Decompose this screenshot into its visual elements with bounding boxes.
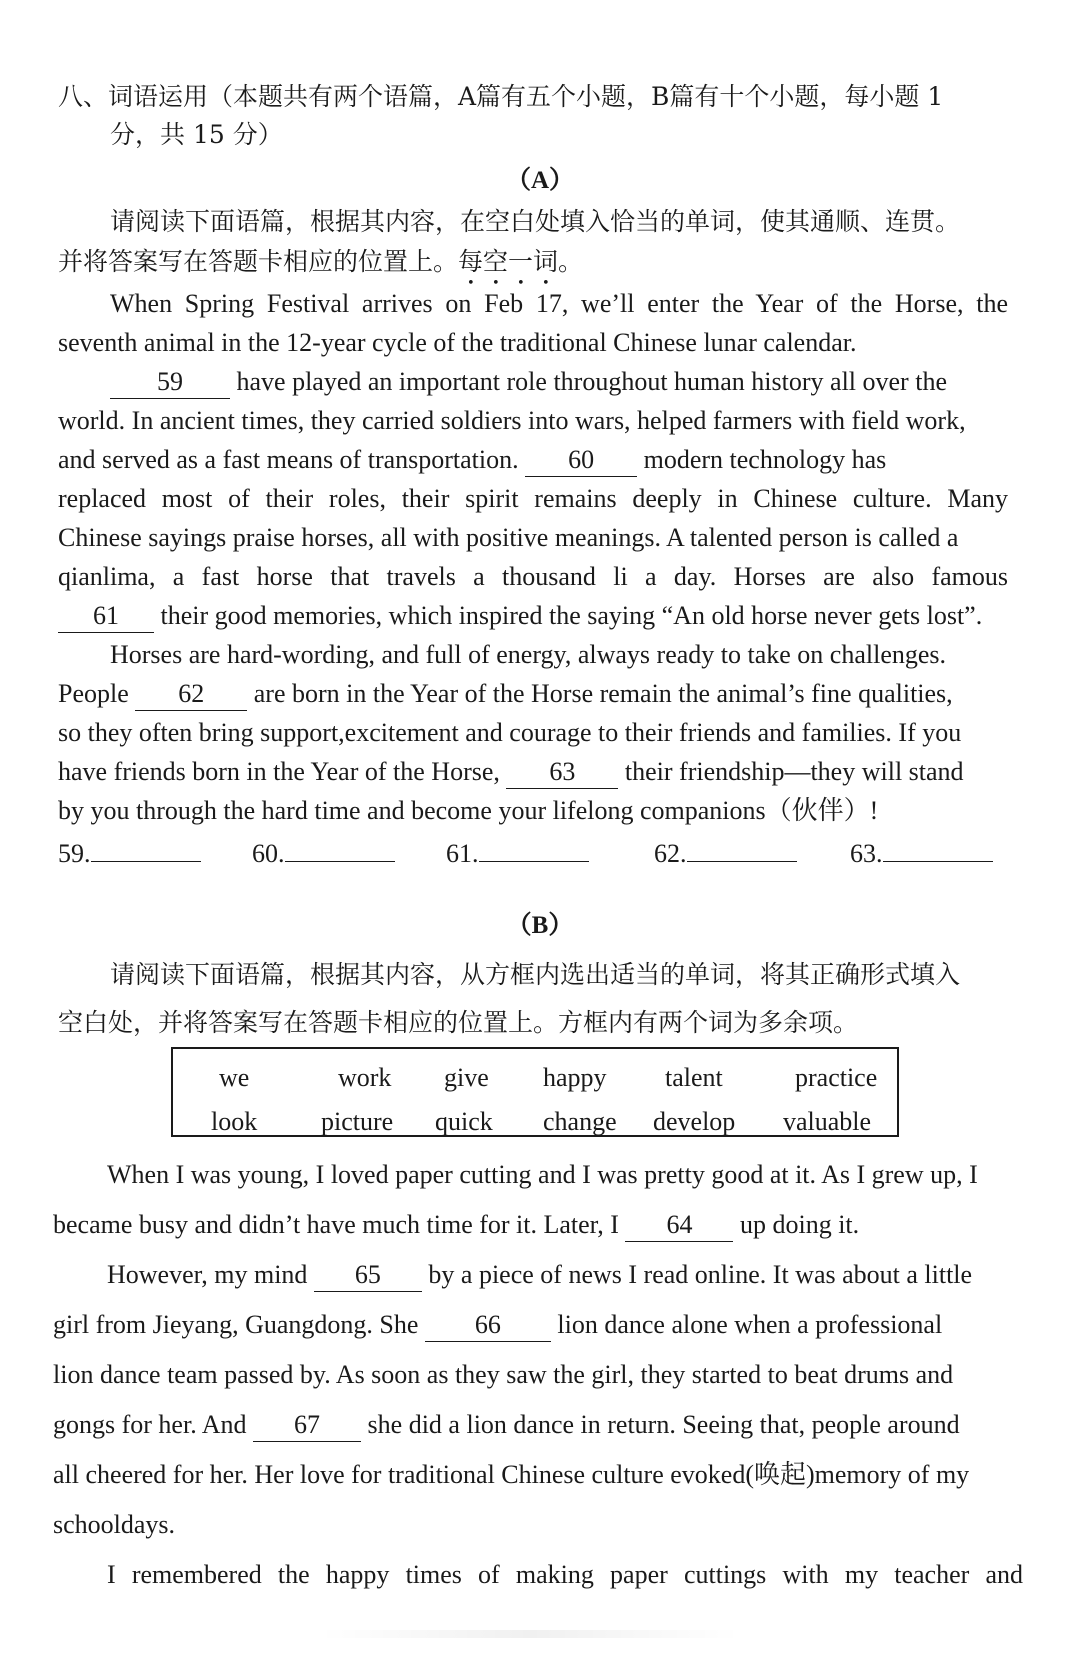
blank-62[interactable]: 62 <box>135 680 247 711</box>
word-option: look <box>211 1107 258 1136</box>
passage-a-line: by you through the hard time and become your lifelong companions（伙伴）! <box>58 796 879 825</box>
passage-text: their friendship—they will stand <box>618 757 964 786</box>
passage-a-line: qianlima, a fast horse that travels a thousand li a day. Horses are also famous <box>58 562 1008 591</box>
passage-text: up doing it. <box>733 1210 860 1239</box>
answer-line[interactable] <box>285 835 395 862</box>
answer-59[interactable] <box>58 835 201 869</box>
blank-66[interactable]: 66 <box>425 1311 551 1342</box>
passage-b-line: When I was young, I loved paper cutting and I was pretty good at it. As I grew up, I <box>107 1160 978 1189</box>
passage-a-line <box>58 677 953 711</box>
answer-line[interactable] <box>91 835 201 862</box>
word-option: quick <box>435 1107 493 1136</box>
instruction-text: 并将答案写在答题卡相应的位置上。 <box>58 247 459 276</box>
passage-text: have played an important role throughout human history all over the <box>230 367 947 396</box>
passage-text: girl from Jieyang, Guangdong. She <box>53 1310 425 1339</box>
passage-text: gongs for her. And <box>53 1410 254 1439</box>
answer-label: 61. <box>446 839 479 868</box>
part-a-label: （A） <box>505 167 575 194</box>
blank-61[interactable]: 61 <box>58 602 154 633</box>
passage-b-line <box>53 1308 942 1342</box>
part-b-instruction-cont: 空白处，并将答案写在答题卡相应的位置上。方框内有两个词为多余项。 <box>58 1008 859 1037</box>
passage-a-line <box>58 443 886 477</box>
passage-text: lion dance alone when a professional <box>550 1310 943 1339</box>
section-heading-cont: 分，共 15 分） <box>110 120 283 149</box>
part-a-instruction-cont <box>58 245 583 291</box>
passage-a-line: world. In ancient times, they carried soldiers into wars, helped farmers with field work, <box>58 406 966 435</box>
passage-text: their good memories, which inspired the saying “An old horse never gets lost”. <box>154 601 983 630</box>
section-heading: 八、词语运用（本题共有两个语篇，A篇有五个小题，B篇有十个小题，每小题 1 <box>58 82 944 111</box>
passage-a-line: seventh animal in the 12-year cycle of the traditional Chinese lunar calendar. <box>58 328 857 357</box>
passage-b-line: all cheered for her. Her love for traditional Chinese culture evoked(唤起)memory of my <box>53 1460 970 1489</box>
answer-line[interactable] <box>687 835 797 862</box>
answer-label: 59. <box>58 839 91 868</box>
passage-text: modern technology has <box>637 445 887 474</box>
blank-59[interactable]: 59 <box>110 368 230 399</box>
word-option: we <box>219 1063 250 1092</box>
passage-a-line <box>58 599 982 633</box>
word-option: give <box>444 1063 489 1092</box>
passage-b-line: lion dance team passed by. As soon as they saw the girl, they started to beat drums and <box>53 1360 954 1389</box>
passage-a-line <box>110 365 947 399</box>
part-a-instruction: 请阅读下面语篇，根据其内容，在空白处填入恰当的单词，使其通顺、连贯。 <box>110 207 961 236</box>
passage-text: she did a lion dance in return. Seeing that, people around <box>361 1410 960 1439</box>
word-box <box>171 1047 899 1137</box>
passage-a-line: so they often bring support,excitement and courage to their friends and families. If you <box>58 718 962 747</box>
word-option: develop <box>653 1107 736 1136</box>
passage-text: However, my mind <box>107 1260 314 1289</box>
part-b-instruction: 请阅读下面语篇，根据其内容，从方框内选出适当的单词，将其正确形式填入 <box>110 960 961 989</box>
passage-text: became busy and didn’t have much time for it. Later, I <box>53 1210 626 1239</box>
emphasis-text: 每空一词 <box>458 247 559 276</box>
answer-line[interactable] <box>479 835 589 862</box>
passage-text: are born in the Year of the Horse remain the animal’s fine qualities, <box>247 679 953 708</box>
answer-62[interactable] <box>654 835 797 869</box>
word-option: talent <box>665 1063 723 1092</box>
word-option: picture <box>321 1107 394 1136</box>
passage-a-line: Horses are hard-wording, and full of energy, always ready to take on challenges. <box>110 640 947 669</box>
passage-b-line: I remembered the happy times of making paper cuttings with my teacher and <box>107 1560 1023 1589</box>
passage-a-line <box>58 755 964 789</box>
answer-label: 62. <box>654 839 687 868</box>
word-option: change <box>543 1107 617 1136</box>
scan-fade <box>320 1630 740 1638</box>
blank-65[interactable]: 65 <box>314 1261 422 1292</box>
word-option: practice <box>795 1063 878 1092</box>
part-b-label: （B） <box>506 912 574 939</box>
blank-64[interactable]: 64 <box>625 1211 733 1242</box>
blank-67[interactable]: 67 <box>253 1411 361 1442</box>
answer-label: 60. <box>252 839 285 868</box>
answer-60[interactable] <box>252 835 395 869</box>
word-option: valuable <box>783 1107 872 1136</box>
word-option: work <box>338 1063 392 1092</box>
passage-text: People <box>58 679 136 708</box>
blank-63[interactable]: 63 <box>506 758 618 789</box>
passage-text: have friends born in the Year of the Horse, <box>58 757 507 786</box>
answer-label: 63. <box>850 839 883 868</box>
passage-text: by a piece of news I read online. It was about a little <box>421 1260 973 1289</box>
passage-a-line: When Spring Festival arrives on Feb 17, we’ll enter the Year of the Horse, the <box>110 289 1008 318</box>
blank-60[interactable]: 60 <box>525 446 637 477</box>
passage-text: and served as a fast means of transportation. <box>58 445 526 474</box>
passage-b-line <box>53 1408 960 1442</box>
passage-a-line: replaced most of their roles, their spirit remains deeply in Chinese culture. Many <box>58 484 1008 513</box>
answer-line[interactable] <box>883 835 993 862</box>
instruction-punct: 。 <box>558 247 584 276</box>
passage-a-line: Chinese sayings praise horses, all with positive meanings. A talented person is called a <box>58 523 959 552</box>
passage-b-line: schooldays. <box>53 1510 176 1539</box>
answer-63[interactable] <box>850 835 993 869</box>
passage-b-line <box>53 1208 859 1242</box>
passage-b-line <box>107 1258 972 1292</box>
word-option: happy <box>543 1063 607 1092</box>
answer-61[interactable] <box>446 835 589 869</box>
